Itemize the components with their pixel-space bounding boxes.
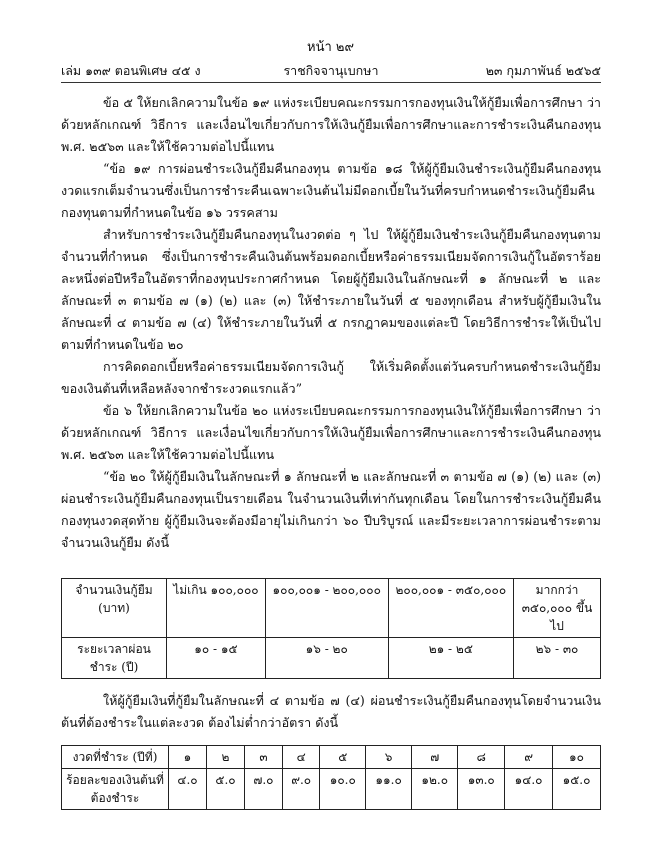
table-cell: ๔.๐	[169, 769, 207, 810]
table-cell: ๑๐ - ๑๕	[167, 638, 266, 679]
table-cell: ๒	[206, 746, 244, 769]
paragraph: การคิดดอกเบี้ยหรือค่าธรรมเนียมจัดการเงินกู้ ให้เริ่มคิดตั้งแต่วันครบกำหนดชำระเงินกู้ยืมของเงินต้นที่เหลือหลังจากชำระงวดแรกแล้ว”	[61, 359, 601, 396]
header-left: เล่ม ๑๓๙ ตอนพิเศษ ๔๕ ง	[61, 63, 201, 78]
table-header-cell: งวดที่ชำระ (ปีที่)	[62, 746, 169, 769]
table-cell: ๑๑.๐	[366, 769, 412, 810]
table-cell: ๑๐	[553, 746, 601, 769]
table-cell: ไม่เกิน ๑๐๐,๐๐๐	[167, 579, 266, 638]
table-cell: ๗	[412, 746, 458, 769]
table-cell: ๙.๐	[282, 769, 320, 810]
table-cell: ๑๐๐,๐๐๑ - ๒๐๐,๐๐๐	[265, 579, 388, 638]
table-cell: ๘	[458, 746, 505, 769]
table-cell: ๗.๐	[244, 769, 282, 810]
table-row	[62, 769, 601, 810]
table-cell: มากกว่า ๓๕๐,๐๐๐ ขึ้นไป	[514, 579, 601, 638]
table-cell: ๕	[320, 746, 366, 769]
paragraph: “ข้อ ๑๙ การผ่อนชำระเงินกู้ยืมคืนกองทุน ตามข้อ ๑๘ ให้ผู้กู้ยืมเงินชำระเงินกู้ยืมคืนกองทุนงวดแรกเต็มจำนวนซึ่งเป็นการชำระคืนเฉพาะเงินต้นไม่มีดอกเบี้ยในวันที่ครบกำหนดชำระเงินกู้ยืมคืนกองทุนตามที่กำหนดในข้อ ๑๖ วรรคสาม	[61, 161, 601, 220]
table-cell: ๓	[244, 746, 282, 769]
table-cell: ๕.๐	[206, 769, 244, 810]
table-header-cell: จำนวนเงินกู้ยืม (บาท)	[62, 579, 167, 638]
document-body	[61, 92, 601, 554]
document-body-continued	[61, 690, 601, 734]
paragraph: ให้ผู้กู้ยืมเงินที่กู้ยืมในลักษณะที่ ๔ ตามข้อ ๗ (๔) ผ่อนชำระเงินกู้ยืมคืนกองทุนโดยจำนวนเงินต้นที่ต้องชำระในแต่ละงวด ต้องไม่ต่ำกว่าอัตรา ดังนี้	[61, 693, 601, 730]
table-cell: ๖	[366, 746, 412, 769]
header-center: ราชกิจจานุเบกษา	[283, 63, 379, 78]
paragraph: ข้อ ๕ ให้ยกเลิกความในข้อ ๑๙ แห่งระเบียบคณะกรรมการกองทุนเงินให้กู้ยืมเพื่อการศึกษา ว่าด้วยหลักเกณฑ์ วิธีการ และเงื่อนไขเกี่ยวกับการให้เงินกู้ยืมเพื่อการศึกษาและการชำระเงินคืนกองทุน พ.ศ. ๒๕๖๓ และให้ใช้ความต่อไปนี้แทน	[61, 95, 601, 154]
table-cell: ๑๔.๐	[505, 769, 553, 810]
table-cell: ๑๒.๐	[412, 769, 458, 810]
repayment-period-table	[61, 578, 601, 679]
principal-percentage-table	[61, 745, 601, 810]
table-row	[62, 746, 601, 769]
table-cell: ๑๖ - ๒๐	[265, 638, 388, 679]
table-cell: ๙	[505, 746, 553, 769]
table-cell: ๒๑ - ๒๕	[388, 638, 513, 679]
paragraph: “ข้อ ๒๐ ให้ผู้กู้ยืมเงินในลักษณะที่ ๑ ลักษณะที่ ๒ และลักษณะที่ ๓ ตามข้อ ๗ (๑) (๒) และ (๓) ผ่อนชำระเงินกู้ยืมคืนกองทุนเป็นรายเดือน ในจำนวนเงินที่เท่ากันทุกเดือน โดยในการชำระเงินกู้ยืมคืนกองทุนงวดสุดท้าย ผู้กู้ยืมเงินจะต้องมีอายุไม่เกินกว่า ๖๐ ปีบริบูรณ์ และมีระยะเวลาการผ่อนชำระตามจำนวนเงินกู้ยืม ดังนี้	[61, 469, 601, 550]
table-cell: ๑	[169, 746, 207, 769]
table-header-cell: ร้อยละของเงินต้นที่ต้องชำระ	[62, 769, 169, 810]
paragraph: ข้อ ๖ ให้ยกเลิกความในข้อ ๒๐ แห่งระเบียบคณะกรรมการกองทุนเงินให้กู้ยืมเพื่อการศึกษา ว่าด้วยหลักเกณฑ์ วิธีการ และเงื่อนไขเกี่ยวกับการให้เงินกู้ยืมเพื่อการศึกษาและการชำระเงินคืนกองทุน พ.ศ. ๒๕๖๓ และให้ใช้ความต่อไปนี้แทน	[61, 403, 601, 462]
header-rule	[61, 82, 601, 83]
table-cell: ๒๐๐,๐๐๑ - ๓๕๐,๐๐๐	[388, 579, 513, 638]
table-cell: ๔	[282, 746, 320, 769]
table-cell: ๑๓.๐	[458, 769, 505, 810]
table-cell: ๒๖ - ๓๐	[514, 638, 601, 679]
page-number: หน้า ๒๙	[307, 40, 354, 55]
table-header-cell: ระยะเวลาผ่อนชำระ (ปี)	[62, 638, 167, 679]
table-cell: ๑๕.๐	[553, 769, 601, 810]
table-row	[62, 579, 601, 638]
paragraph: สำหรับการชำระเงินกู้ยืมคืนกองทุนในงวดต่อ ๆ ไป ให้ผู้กู้ยืมเงินชำระเงินกู้ยืมคืนกองทุนตามจำนวนที่กำหนด ซึ่งเป็นการชำระคืนเงินต้นพร้อมดอกเบี้ยหรือค่าธรรมเนียมจัดการเงินกู้ในอัตราร้อยละหนึ่งต่อปีหรือในอัตราที่กองทุนประกาศกำหนด โดยผู้กู้ยืมเงินในลักษณะที่ ๑ ลักษณะที่ ๒ และลักษณะที่ ๓ ตามข้อ ๗ (๑) (๒) และ (๓) ให้ชำระภายในวันที่ ๕ ของทุกเดือน สำหรับผู้กู้ยืมเงินในลักษณะที่ ๔ ตามข้อ ๗ (๔) ให้ชำระภายในวันที่ ๕ กรกฎาคมของแต่ละปี โดยวิธีการชำระให้เป็นไปตามที่กำหนดในข้อ ๒๐	[61, 227, 601, 352]
table-row	[62, 638, 601, 679]
header-right: ๒๓ กุมภาพันธ์ ๒๕๖๕	[485, 63, 601, 78]
table-cell: ๑๐.๐	[320, 769, 366, 810]
